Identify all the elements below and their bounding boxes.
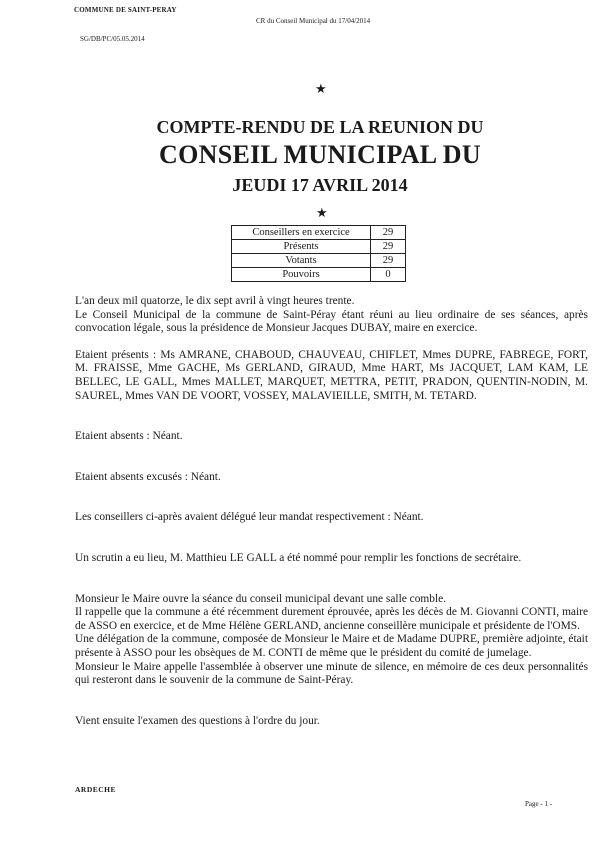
convocation-paragraph: Le Conseil Municipal de la commune de Saint-Péray étant réuni au lieu ordinaire de ses séances, après convocation légale, sous la présidence de Monsieur Jacques DUBAY, maire en exercice. [75, 308, 588, 335]
delegation-paragraph: Une délégation de la commune, composée de Monsieur le Maire et de Madame DUPRE, première adjointe, était présente à ASSO pour les obsèques de M. CONTI de même que le président du comité de jumelage. [75, 633, 588, 659]
stat-value: 0 [371, 268, 406, 282]
stat-value: 29 [371, 240, 406, 254]
stat-label: Votants [232, 254, 371, 268]
silence-paragraph: Monsieur le Maire appelle l'assemblée à observer une minute de silence, en mémoire de ces deux personnalités qui resteront dans le souvenir de la commune de Saint-Péray. [75, 660, 588, 687]
title-line-2: CONSEIL MUNICIPAL DU [159, 140, 481, 169]
attendance-table [231, 225, 406, 282]
header-reference: SG/DB/PC/05.05.2014 [80, 35, 145, 43]
title-line-3: JEUDI 17 AVRIL 2014 [232, 175, 408, 195]
footer-page-number: Page - 1 - [525, 800, 553, 808]
table-row [232, 254, 406, 268]
table-row [232, 240, 406, 254]
star-icon: ★ [316, 205, 328, 220]
stat-value: 29 [371, 254, 406, 268]
opening-paragraph: L'an deux mil quatorze, le dix sept avril à vingt heures trente. [75, 295, 355, 307]
mandats-paragraph: Les conseillers ci-après avaient délégué leur mandat respectivement : Néant. [75, 511, 424, 524]
ordre-du-jour-paragraph: Vient ensuite l'examen des questions à l'ordre du jour. [75, 714, 320, 727]
absents-excuses-paragraph: Etaient absents excusés : Néant. [75, 470, 221, 483]
stat-label: Présents [232, 240, 371, 254]
header-cr-title: CR du Conseil Municipal du 17/04/2014 [256, 17, 371, 25]
title-line-1: COMPTE-RENDU DE LA REUNION DU [156, 117, 484, 137]
rappel-paragraph: Il rappelle que la commune a été récemment durement éprouvée, après les décès de M. Giovanni CONTI, maire de ASSO en exercice, et de Mme Hélène GERLAND, ancienne conseillère municipale et présidente de l'OMS. [75, 606, 588, 632]
stat-label: Pouvoirs [232, 268, 371, 282]
ouverture-paragraph: Monsieur le Maire ouvre la séance du conseil municipal devant une salle comble. [75, 592, 447, 605]
secretaire-paragraph: Un scrutin a eu lieu, M. Matthieu LE GALL a été nommé pour remplir les fonctions de secrétaire. [75, 551, 522, 564]
table-row [232, 226, 406, 240]
star-icon: ★ [315, 81, 327, 96]
stat-label: Conseillers en exercice [232, 226, 371, 240]
absents-paragraph: Etaient absents : Néant. [75, 430, 183, 443]
table-row [232, 268, 406, 282]
stat-value: 29 [371, 226, 406, 240]
minutes-body [75, 295, 588, 728]
header-commune: COMMUNE DE SAINT-PERAY [74, 6, 177, 14]
presents-paragraph: Etaient présents : Ms AMRANE, CHABOUD, CHAUVEAU, CHIFLET, Mmes DUPRE, FABREGE, FORT, M. FRAISSE, Mme GACHE, Ms GERLAND, GIRAUD, Mme HART, Ms JACQUET, LAM KAM, LE BELLEC, LE GALL, Mmes MALLET, MARQUET, METTRA, PETIT, PRADON, QUENTIN-NODIN, M. SAUREL, Mmes VAN DE VOORT, VOSSEY, MALAVIEILLE, SMITH, M. TETARD. [75, 348, 588, 402]
footer-departement: ARDECHE [75, 785, 117, 794]
